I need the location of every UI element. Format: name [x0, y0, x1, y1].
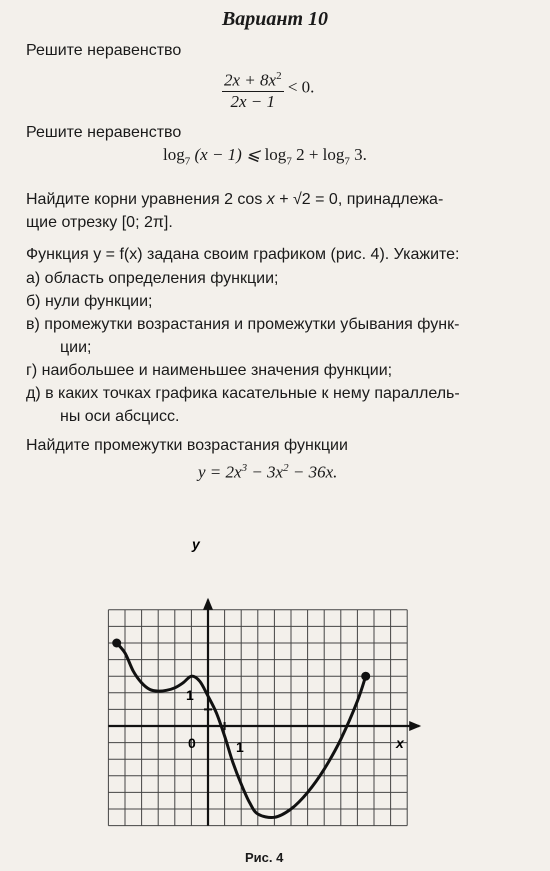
log-term-3: $\log_7$: [322, 145, 350, 168]
y-axis-arrow: [203, 598, 213, 610]
y-axis-label: y: [192, 536, 200, 552]
task4-item-v-cont: ции;: [60, 339, 92, 356]
left-endpoint: [112, 639, 121, 648]
task4-item-a: а) область определения функции;: [26, 270, 279, 287]
origin-label: 0: [188, 735, 196, 751]
y-tick-label-1: 1: [186, 687, 194, 703]
task4-item-g: г) наибольшее и наименьшее значения функции;: [26, 362, 393, 379]
task1-numerator-exp: 2: [276, 70, 282, 82]
task2-arg2: 2 +: [296, 145, 323, 164]
task4-item-v: в) промежутки возрастания и промежутки убывания функ-: [26, 316, 460, 333]
task1-denominator: 2x − 1: [230, 91, 276, 111]
task2-prompt: Решите неравенство: [26, 124, 182, 141]
right-endpoint: [361, 672, 370, 681]
task4-item-d: д) в каких точках графика касательные к нему параллель-: [26, 385, 460, 402]
task1-numerator: 2x + 8x: [224, 70, 277, 90]
task4-item-b: б) нули функции;: [26, 293, 153, 310]
task5-prompt: Найдите промежутки возрастания функции: [26, 437, 348, 454]
task3-line2: щие отрезку [0; 2π].: [26, 214, 173, 231]
x-tick-label-1: 1: [236, 739, 244, 755]
task3-line1: Найдите корни уравнения 2 cos x + √2 = 0, принадлежа-: [26, 191, 444, 208]
task2-arg3: 3.: [354, 145, 367, 164]
page-title: Вариант 10: [221, 8, 329, 30]
x-axis-label: x: [396, 735, 404, 751]
task1-tail: < 0.: [287, 77, 315, 97]
graph-grid: [108, 610, 407, 826]
x-axis-arrow: [409, 721, 421, 731]
task1-prompt: Решите неравенство: [26, 42, 182, 59]
task2-arg1: (x − 1) ⩽: [194, 145, 265, 164]
log-term-1: $\log_7$: [163, 145, 191, 168]
task4-intro: Функция y = f(x) задана своим графиком (рис. 4). Укажите:: [26, 246, 460, 263]
task4-item-d-cont: ны оси абсцисс.: [60, 408, 180, 425]
log-term-2: $\log_7$: [264, 145, 292, 168]
figure-caption: Рис. 4: [245, 850, 284, 865]
task5-formula: $y = 2x^3 - 3x^2 - 36x$.: [198, 462, 338, 482]
